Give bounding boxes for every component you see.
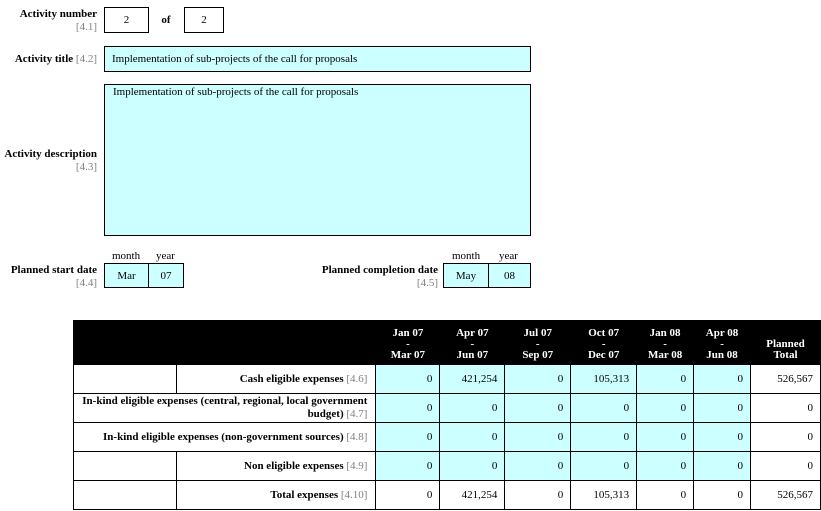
value-cell[interactable]: 0 (376, 452, 440, 481)
completion-year-caption: year (499, 250, 518, 262)
value-cell[interactable]: 0 (571, 394, 637, 423)
header-blank (74, 321, 376, 365)
table-row (74, 394, 821, 423)
row-label: Non eligible expenses [4.9] (176, 452, 376, 481)
expenses-header-row (74, 321, 821, 365)
row-label: In-kind eligible expenses (central, regional, local government budget) [4.7] (74, 394, 376, 423)
expenses-table (73, 320, 821, 510)
value-cell[interactable]: 0 (505, 365, 571, 394)
period-header: Oct 07 - Dec 07 (571, 321, 637, 365)
value-cell[interactable]: 0 (505, 452, 571, 481)
value-cell[interactable]: 0 (571, 423, 637, 452)
total-cell: 0 (505, 481, 571, 510)
value-cell[interactable]: 0 (376, 423, 440, 452)
table-row (74, 423, 821, 452)
row-label: In-kind eligible expenses (non-government sources) [4.8] (74, 423, 376, 452)
activity-description-field[interactable]: Implementation of sub-projects of the call for proposals (104, 84, 531, 236)
completion-year-field[interactable]: 08 (488, 263, 531, 288)
completion-month-caption: month (452, 250, 481, 262)
completion-month-field[interactable]: May (443, 263, 489, 288)
planned-total-header: Planned Total (750, 321, 820, 365)
activity-description-label: Activity description [4.3] (4, 148, 97, 173)
row-total-cell: 0 (750, 394, 820, 423)
row-total-cell: 0 (750, 423, 820, 452)
activity-title-field[interactable]: Implementation of sub-projects of the call for proposals (104, 46, 531, 72)
value-cell[interactable]: 0 (505, 423, 571, 452)
period-header: Jan 08 - Mar 08 (637, 321, 694, 365)
value-cell[interactable]: 0 (637, 423, 694, 452)
value-cell[interactable]: 0 (637, 452, 694, 481)
value-cell[interactable]: 0 (376, 365, 440, 394)
value-cell[interactable]: 0 (694, 423, 751, 452)
activity-number-total[interactable]: 2 (184, 7, 224, 33)
value-cell[interactable]: 0 (440, 394, 505, 423)
total-cell: 0 (637, 481, 694, 510)
value-cell[interactable]: 421,254 (440, 365, 505, 394)
total-cell: 105,313 (571, 481, 637, 510)
value-cell[interactable]: 0 (440, 423, 505, 452)
value-cell[interactable]: 0 (694, 365, 751, 394)
table-row (74, 452, 821, 481)
value-cell[interactable]: 0 (637, 394, 694, 423)
total-cell: 0 (694, 481, 751, 510)
row-total-cell: 526,567 (750, 365, 820, 394)
planned-start-label: Planned start date [4.4] (10, 264, 97, 289)
value-cell[interactable]: 0 (440, 452, 505, 481)
period-header: Jul 07 - Sep 07 (505, 321, 571, 365)
value-cell[interactable]: 0 (694, 394, 751, 423)
row-total-cell: 0 (750, 452, 820, 481)
of-label: of (161, 14, 171, 26)
period-header: Jan 07 - Mar 07 (376, 321, 440, 365)
total-cell: 421,254 (440, 481, 505, 510)
total-expenses-row (74, 481, 821, 510)
start-year-caption: year (156, 250, 175, 262)
planned-completion-label: Planned completion date [4.5] (321, 264, 438, 289)
total-cell: 0 (376, 481, 440, 510)
activity-number-current[interactable]: 2 (104, 7, 149, 33)
start-month-field[interactable]: Mar (104, 263, 149, 288)
table-row (74, 365, 821, 394)
start-year-field[interactable]: 07 (148, 263, 184, 288)
value-cell[interactable]: 105,313 (571, 365, 637, 394)
period-header: Apr 07 - Jun 07 (440, 321, 505, 365)
value-cell[interactable]: 0 (571, 452, 637, 481)
value-cell[interactable]: 0 (637, 365, 694, 394)
row-label: Cash eligible expenses [4.6] (176, 365, 376, 394)
start-month-caption: month (112, 250, 141, 262)
grand-total-cell: 526,567 (750, 481, 820, 510)
value-cell[interactable]: 0 (694, 452, 751, 481)
period-header: Apr 08 - Jun 08 (694, 321, 751, 365)
activity-title-label: Activity title [4.2] (14, 53, 97, 65)
row-label: Total expenses [4.10] (176, 481, 376, 510)
value-cell[interactable]: 0 (376, 394, 440, 423)
activity-number-label: Activity number [4.1] (19, 8, 97, 33)
value-cell[interactable]: 0 (505, 394, 571, 423)
